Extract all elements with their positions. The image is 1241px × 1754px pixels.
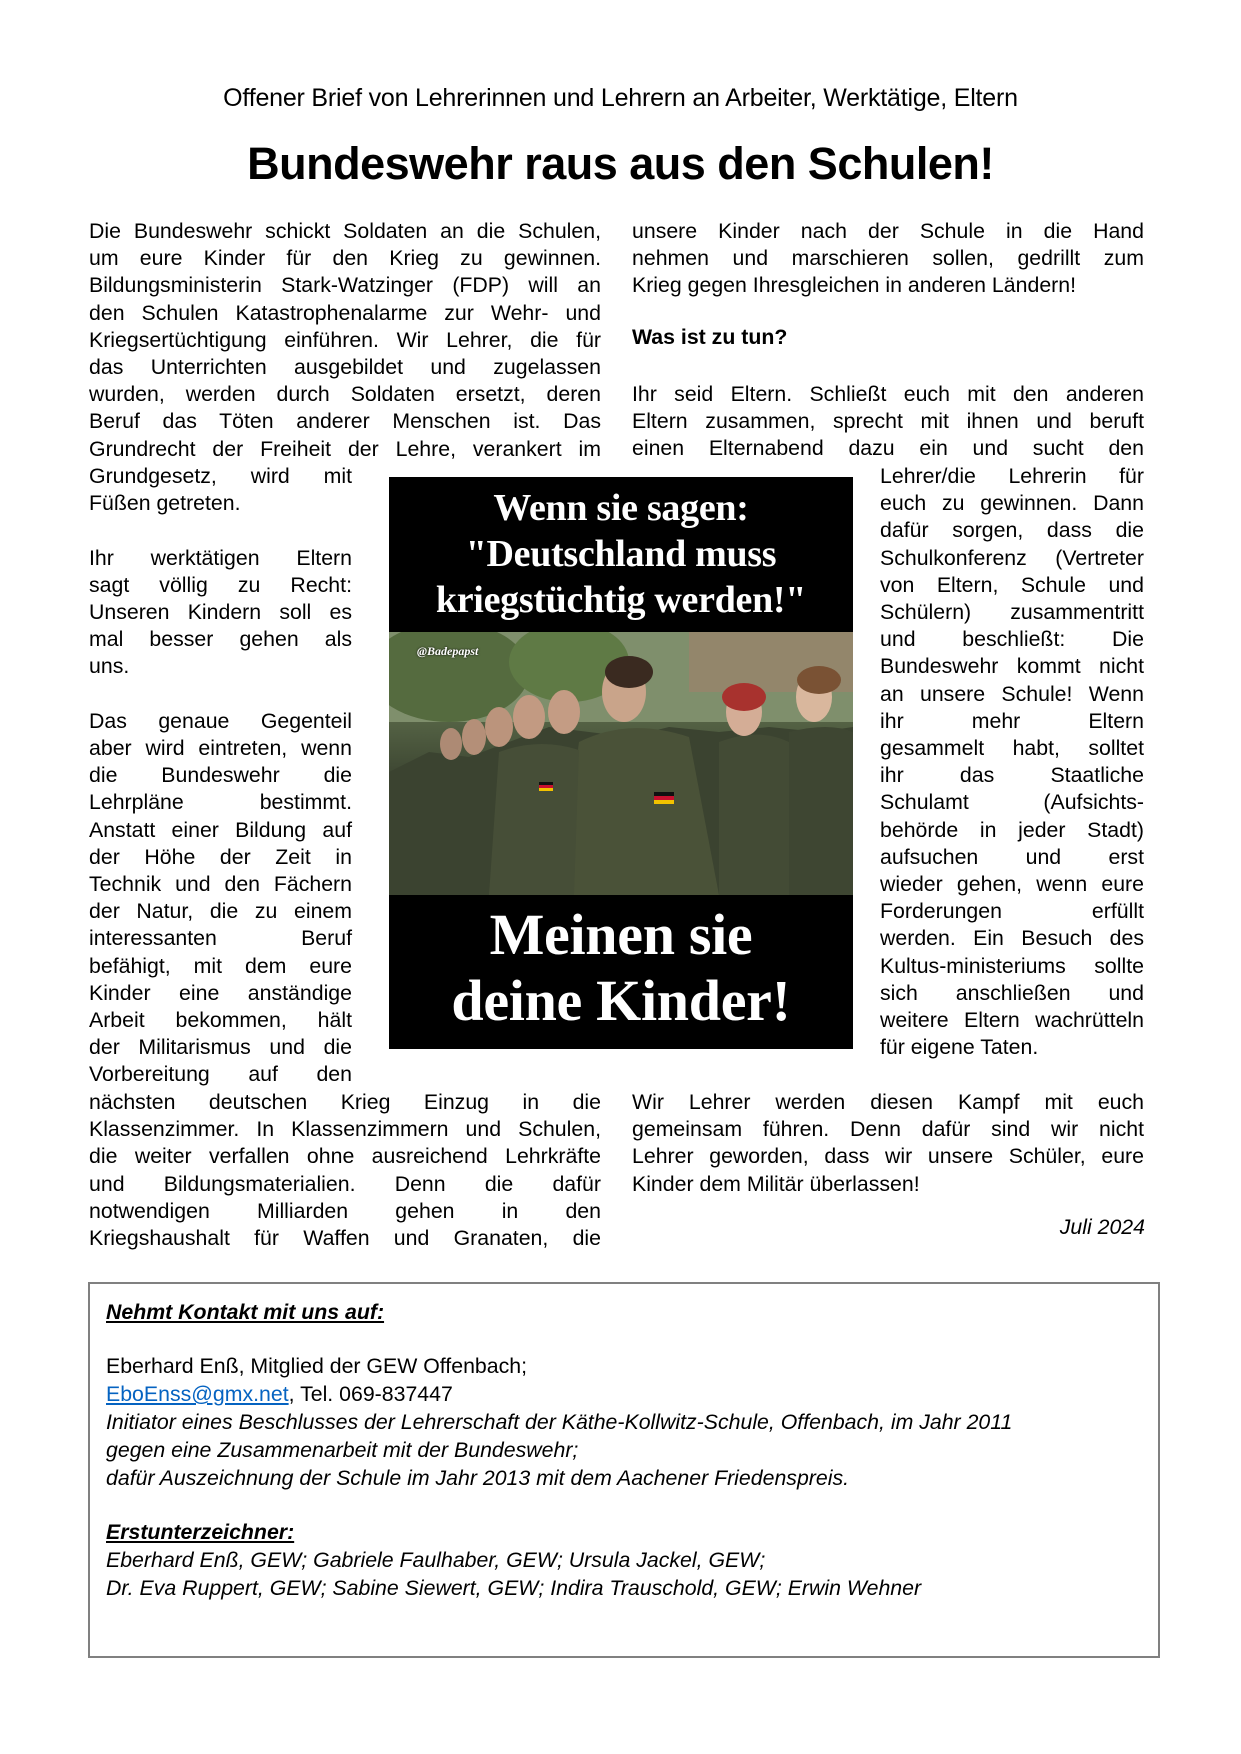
text-line: Technik und den Fächern bbox=[89, 872, 352, 896]
poster-top-line: kriegstüchtig werden!" bbox=[435, 579, 807, 621]
text-line: Kinder eine anständige bbox=[89, 980, 352, 1005]
text-line: Schulkonferenz (Vertreter bbox=[880, 545, 1144, 570]
text-line: für eigene Taten. bbox=[880, 1035, 1039, 1060]
text-line: Anstatt einer Bildung auf bbox=[89, 817, 352, 842]
poster-watermark: @Badepapst bbox=[417, 644, 479, 658]
signers-line: Eberhard Enß, GEW; Gabriele Faulhaber, GEW; Ursula Jackel, GEW; bbox=[106, 1548, 766, 1572]
email-link[interactable]: EboEnss@gmx.net bbox=[106, 1382, 289, 1406]
document-title: Bundeswehr raus aus den Schulen! bbox=[247, 138, 994, 189]
poster-bottom-line: Meinen sie bbox=[489, 902, 753, 967]
poster-image bbox=[389, 477, 853, 1049]
text-line: Forderungen erfüllt bbox=[880, 899, 1144, 924]
text-line: gemeinsam führen. Denn dafür sind wir nicht bbox=[632, 1117, 1144, 1142]
text-line: Grundrecht der Freiheit der Lehre, verankert im bbox=[89, 436, 601, 461]
text-line: sich anschließen und bbox=[880, 980, 1144, 1005]
text-line: Arbeit bekommen, hält bbox=[89, 1008, 352, 1032]
text-line: die weiter verfallen ohne ausreichend Lehrkräfte bbox=[89, 1144, 601, 1169]
text-line: Lehrer geworden, dass wir unsere Schüler, eure bbox=[632, 1144, 1144, 1169]
text-line: Lehrpläne bestimmt. bbox=[89, 790, 352, 815]
text-line: behörde in jeder Stadt) bbox=[880, 817, 1144, 842]
text-line: gesammelt habt, solltet bbox=[880, 736, 1144, 760]
letter-date: Juli 2024 bbox=[1059, 1215, 1145, 1239]
section-heading: Was ist zu tun? bbox=[632, 325, 788, 349]
text-line: Eltern zusammen, sprecht mit ihnen und beruft bbox=[632, 409, 1144, 434]
poster-bottom-text bbox=[389, 902, 853, 1034]
signers-heading: Erstunterzeichner: bbox=[106, 1520, 295, 1544]
text-line: werden. Ein Besuch des bbox=[880, 926, 1144, 951]
text-line: um eure Kinder für den Krieg zu gewinnen. bbox=[89, 246, 601, 271]
text-line: Kultus-ministeriums sollte bbox=[880, 953, 1144, 978]
contact-line bbox=[106, 1382, 453, 1407]
text-line: aufsuchen und erst bbox=[880, 844, 1144, 869]
text-line: Lehrer/die Lehrerin für bbox=[880, 464, 1144, 488]
text-line: und Bildungsmaterialien. Denn die dafür bbox=[89, 1171, 601, 1196]
text-line: den Schulen Katastrophenalarme zur Wehr- und bbox=[89, 300, 601, 325]
text-line: Wir Lehrer werden diesen Kampf mit euch bbox=[632, 1090, 1144, 1114]
text-line: wieder gehen, wenn eure bbox=[880, 872, 1144, 896]
text-line: dafür sorgen, dass die bbox=[880, 518, 1144, 543]
poster-top-line: Wenn sie sagen: bbox=[493, 487, 749, 529]
text-line: Bundeswehr kommt nicht bbox=[880, 654, 1144, 679]
text-line: Füßen getreten. bbox=[89, 491, 241, 516]
text-line: Kriegshaushalt für Waffen und Granaten, die bbox=[89, 1226, 601, 1250]
text-line: euch zu gewinnen. Dann bbox=[880, 491, 1144, 516]
poster-bottom-line: deine Kinder! bbox=[451, 968, 791, 1033]
document-subtitle: Offener Brief von Lehrerinnen und Lehrern an Arbeiter, Werktätige, Eltern bbox=[223, 84, 1018, 112]
text-line: der Militarismus und die bbox=[89, 1035, 352, 1060]
text-line: aber wird eintreten, wenn bbox=[89, 736, 352, 760]
text-line: mal besser gehen als bbox=[89, 627, 352, 652]
initiator-line: Initiator eines Beschlusses der Lehrerschaft der Käthe-Kollwitz-Schule, Offenbach, im Jahr 2011 bbox=[106, 1410, 1013, 1434]
text-line: Ihr seid Eltern. Schließt euch mit den anderen bbox=[632, 382, 1144, 406]
text-line: wurden, werden durch Soldaten ersetzt, deren bbox=[89, 382, 601, 407]
poster-top-text bbox=[389, 485, 853, 623]
text-line: Bildungsministerin Stark-Watzinger (FDP) will an bbox=[89, 273, 601, 298]
text-line: und beschließt: Die bbox=[880, 627, 1144, 652]
text-line: Beruf das Töten anderer Menschen ist. Das bbox=[89, 409, 601, 434]
signers-line: Dr. Eva Ruppert, GEW; Sabine Siewert, GEW; Indira Trauschold, GEW; Erwin Wehner bbox=[106, 1576, 922, 1600]
text-line: das Unterrichten ausgebildet und zugelassen bbox=[89, 355, 601, 379]
text-line: die Bundeswehr die bbox=[89, 763, 352, 788]
text-line: Grundgesetz, wird mit bbox=[89, 464, 352, 488]
text-line: Das genaue Gegenteil bbox=[89, 708, 352, 733]
contact-heading: Nehmt Kontakt mit uns auf: bbox=[106, 1300, 385, 1324]
text-line: befähigt, mit dem eure bbox=[89, 953, 352, 978]
text-line: unsere Kinder nach der Schule in die Hand bbox=[632, 219, 1144, 243]
text-line: notwendigen Milliarden gehen in den bbox=[89, 1198, 601, 1223]
contact-phone: , Tel. 069-837447 bbox=[288, 1382, 453, 1406]
soldiers-photo bbox=[389, 632, 853, 895]
text-line: nehmen und marschieren sollen, gedrillt zum bbox=[632, 246, 1144, 271]
text-line: Kriegsertüchtigung einführen. Wir Lehrer, die für bbox=[89, 327, 601, 352]
poster-top-line: "Deutschland muss bbox=[465, 533, 777, 575]
text-line: Klassenzimmer. In Klassenzimmern und Schulen, bbox=[89, 1117, 601, 1142]
text-line: der Höhe der Zeit in bbox=[89, 844, 352, 869]
text-line: Ihr werktätigen Eltern bbox=[89, 545, 352, 570]
text-line: Schülern) zusammentritt bbox=[880, 600, 1144, 624]
text-line: ihr das Staatliche bbox=[880, 763, 1144, 788]
text-line: ihr mehr Eltern bbox=[880, 708, 1144, 733]
text-line: der Natur, die zu einem bbox=[89, 899, 352, 924]
text-line: Vorbereitung auf den bbox=[89, 1062, 352, 1087]
text-line: Kinder dem Militär überlassen! bbox=[632, 1171, 920, 1196]
text-line: uns. bbox=[89, 654, 130, 679]
text-line: weitere Eltern wachrütteln bbox=[880, 1008, 1144, 1032]
text-line: Krieg gegen Ihresgleichen in anderen Ländern! bbox=[632, 273, 1077, 298]
text-line: Schulamt (Aufsichts- bbox=[880, 790, 1144, 815]
text-line: von Eltern, Schule und bbox=[880, 572, 1144, 597]
contact-box bbox=[88, 1282, 1160, 1658]
text-line: Unseren Kindern soll es bbox=[89, 600, 352, 624]
text-line: an unsere Schule! Wenn bbox=[880, 681, 1144, 706]
text-line: Die Bundeswehr schickt Soldaten an die Schulen, bbox=[89, 219, 601, 243]
initiator-line: gegen eine Zusammenarbeit mit der Bundeswehr; bbox=[106, 1438, 579, 1462]
text-line: nächsten deutschen Krieg Einzug in die bbox=[89, 1090, 601, 1114]
text-line: interessanten Beruf bbox=[89, 926, 352, 951]
contact-name: Eberhard Enß, Mitglied der GEW Offenbach; bbox=[106, 1354, 528, 1378]
text-line: einen Elternabend dazu ein und sucht den bbox=[632, 436, 1144, 461]
soldiers-photo-graphic bbox=[389, 632, 853, 895]
initiator-line: dafür Auszeichnung der Schule im Jahr 2013 mit dem Aachener Friedenspreis. bbox=[106, 1466, 850, 1490]
text-line: sagt völlig zu Recht: bbox=[89, 572, 352, 597]
